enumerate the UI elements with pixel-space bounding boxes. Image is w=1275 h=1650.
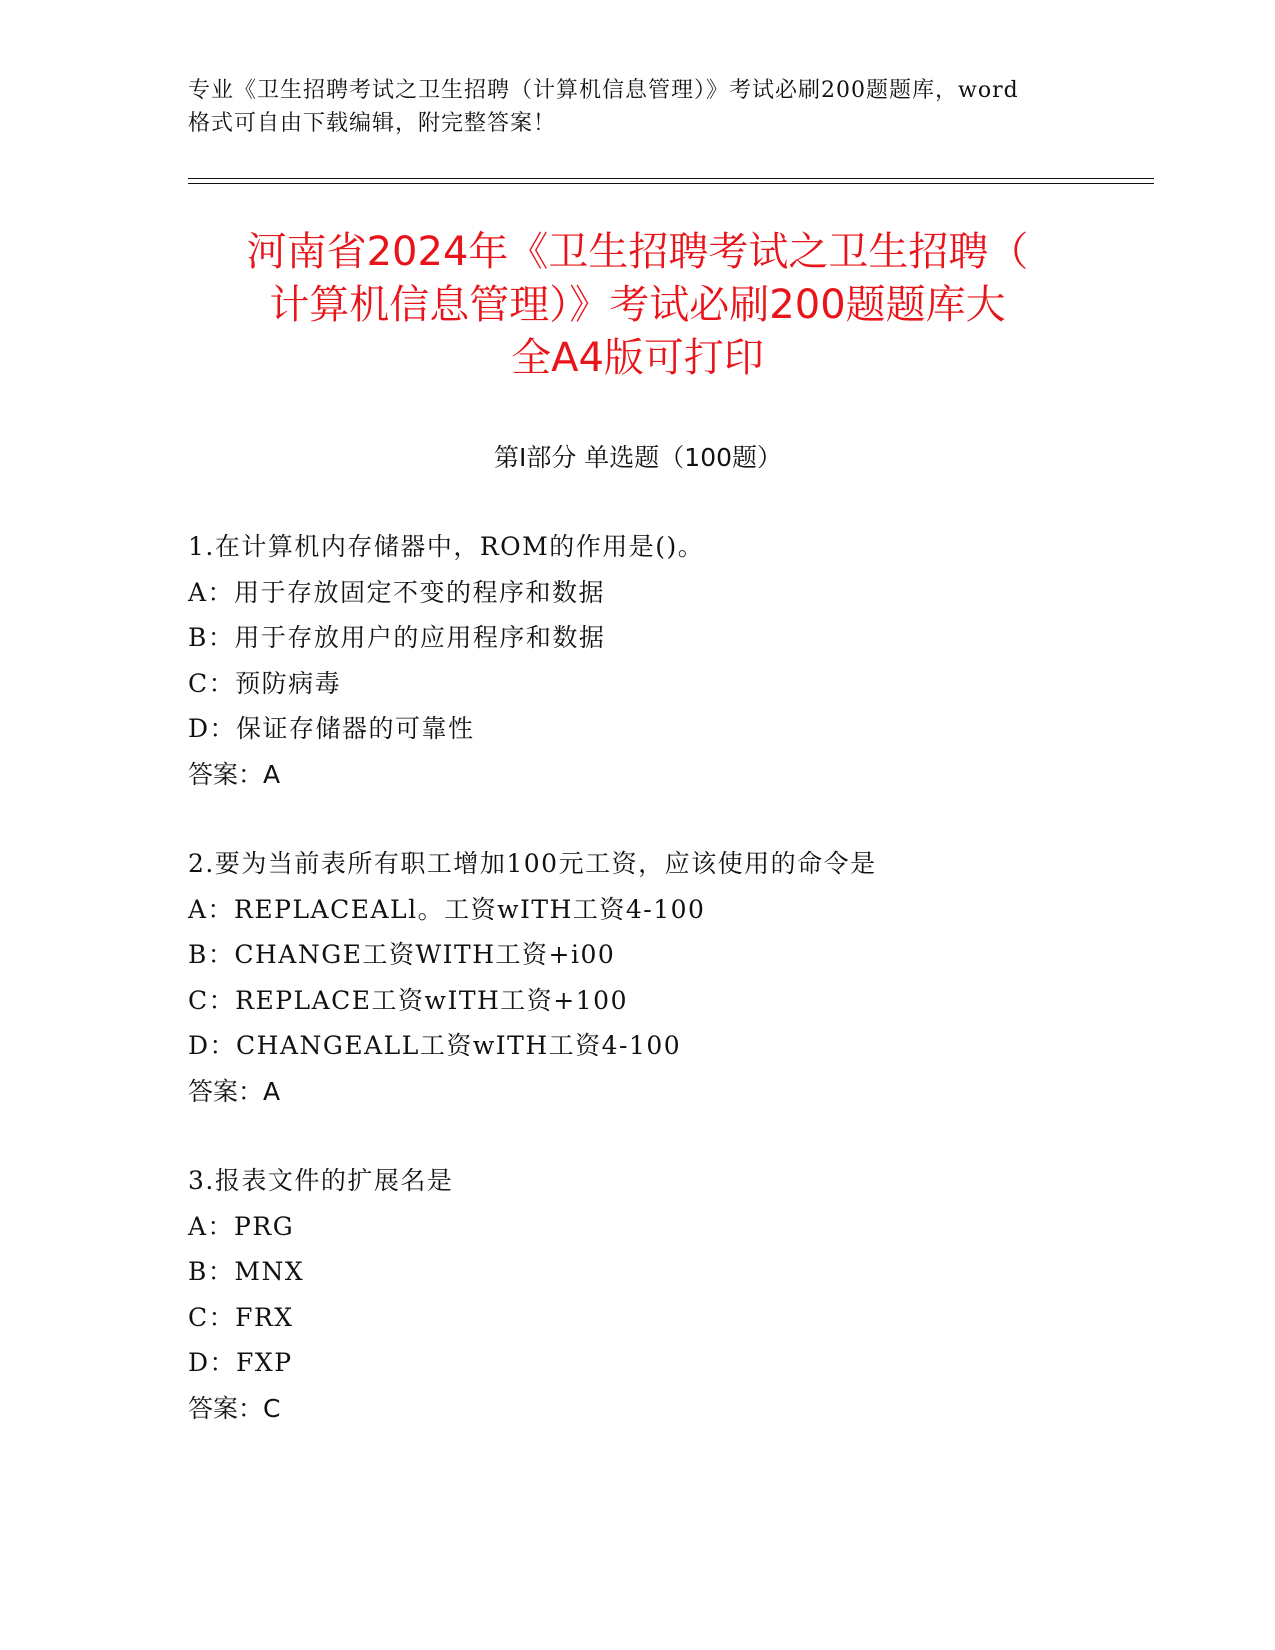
section-title: 第Ⅰ部分 单选题（100题） — [493, 443, 783, 472]
option-c: C：预防病毒 — [188, 668, 342, 698]
document-title-line-2: 计算机信息管理）》考试必刷200题题库大 — [269, 282, 1006, 328]
header-note-line-1: 专业《卫生招聘考试之卫生招聘（计算机信息管理）》考试必刷200题题库，word — [188, 78, 1019, 103]
option-b: B：MNX — [188, 1257, 305, 1286]
option-a: A：PRG — [188, 1211, 295, 1241]
option-d: D：FXP — [188, 1348, 293, 1377]
document-title-line-1: 河南省2024年《卫生招聘考试之卫生招聘（ — [246, 229, 1029, 275]
question-stem: 3.报表文件的扩展名是 — [188, 1166, 454, 1195]
option-b: B：用于存放用户的应用程序和数据 — [188, 623, 606, 652]
question-1 — [188, 524, 1148, 797]
question-2 — [188, 841, 1148, 1114]
question-3 — [188, 1158, 1148, 1431]
header-note — [188, 74, 1108, 140]
header-note-line-2: 格式可自由下载编辑，附完整答案！ — [188, 111, 557, 136]
question-list — [188, 524, 1148, 1475]
header-divider-thick — [188, 178, 1154, 179]
question-stem: 1.在计算机内存储器中，ROM的作用是()。 — [188, 532, 705, 561]
question-stem: 2.要为当前表所有职工增加100元工资，应该使用的命令是 — [188, 849, 877, 878]
option-b: B：CHANGE工资WITH工资+i00 — [188, 940, 616, 969]
document-title — [170, 226, 1105, 385]
option-a: A：用于存放固定不变的程序和数据 — [188, 577, 606, 607]
option-c: C：FRX — [188, 1302, 294, 1332]
document-title-line-3: 全A4版可打印 — [511, 335, 764, 381]
option-c: C：REPLACE工资wITH工资+100 — [188, 985, 628, 1015]
option-a: A：REPLACEALl。工资wITH工资4-100 — [188, 894, 706, 924]
answer: 答案：A — [188, 759, 281, 789]
answer: 答案：A — [188, 1076, 281, 1106]
answer: 答案：C — [188, 1393, 281, 1423]
option-d: D：CHANGEALL工资wITH工资4-100 — [188, 1031, 682, 1060]
header-divider-thin — [188, 183, 1154, 184]
option-d: D：保证存储器的可靠性 — [188, 714, 475, 743]
